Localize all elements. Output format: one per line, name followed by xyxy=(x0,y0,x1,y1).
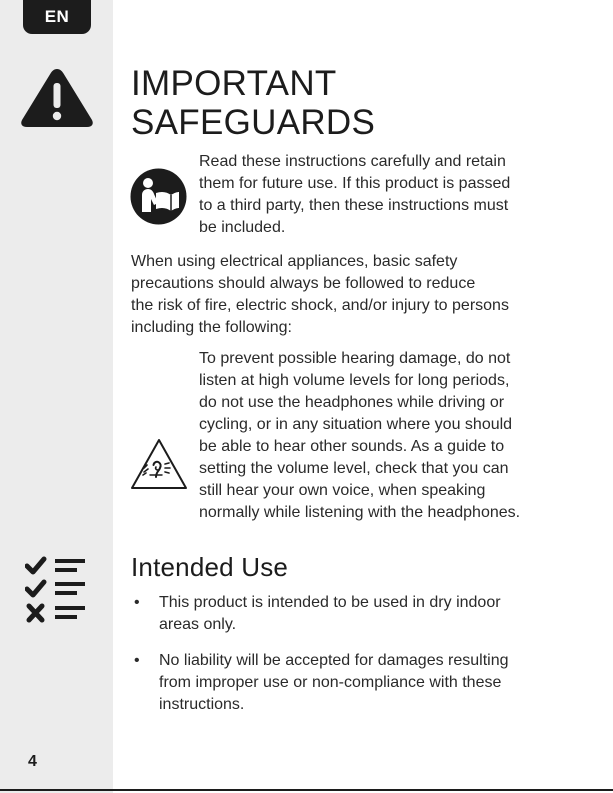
text-line: the risk of fire, electric shock, and/or injury to persons xyxy=(131,297,509,314)
text-line: normally while listening with the headphones. xyxy=(199,504,521,521)
text-line: to a third party, then these instructions must xyxy=(199,197,509,214)
list-item xyxy=(132,592,572,636)
title-line-2: SAFEGUARDS xyxy=(131,103,376,142)
text-line: Read these instructions carefully and retain xyxy=(199,153,506,170)
text-line: When using electrical appliances, basic safety xyxy=(131,253,458,270)
hearing-warning-icon xyxy=(129,437,189,491)
language-badge: EN xyxy=(23,0,91,34)
warning-icon xyxy=(18,66,96,128)
text-line: be included. xyxy=(199,219,286,236)
sidebar xyxy=(0,0,113,793)
intended-use-list xyxy=(132,592,572,730)
text-line: No liability will be accepted for damages resulting xyxy=(159,652,509,669)
text-line: To prevent possible hearing damage, do not xyxy=(199,350,511,367)
text-line: do not use the headphones while driving or xyxy=(199,394,505,411)
text-line: them for future use. If this product is passed xyxy=(199,175,511,192)
text-line: areas only. xyxy=(159,616,237,633)
text-line: be able to hear other sounds. As a guide to xyxy=(199,438,505,455)
title-line-1: IMPORTANT xyxy=(131,64,337,103)
text-line: This product is intended to be used in dry indoor xyxy=(159,594,501,611)
text-line: listen at high volume levels for long periods, xyxy=(199,372,510,389)
text-line: setting the volume level, check that you can xyxy=(199,460,509,477)
read-instructions-text xyxy=(199,151,559,239)
text-line: precautions should always be followed to reduce xyxy=(131,275,476,292)
read-manual-icon xyxy=(130,168,187,225)
general-safety-text xyxy=(131,251,561,339)
intended-use-heading: Intended Use xyxy=(131,552,289,582)
bottom-divider xyxy=(0,789,613,791)
page-title xyxy=(131,64,375,142)
list-item xyxy=(132,650,572,716)
checklist-icon xyxy=(25,556,87,626)
hearing-warning-text xyxy=(199,348,579,524)
text-line: still hear your own voice, when speaking xyxy=(199,482,486,499)
text-line: including the following: xyxy=(131,319,292,336)
page-number: 4 xyxy=(28,753,37,770)
text-line: instructions. xyxy=(159,696,245,713)
text-line: cycling, or in any situation where you should xyxy=(199,416,513,433)
text-line: from improper use or non-compliance with these xyxy=(159,674,502,691)
